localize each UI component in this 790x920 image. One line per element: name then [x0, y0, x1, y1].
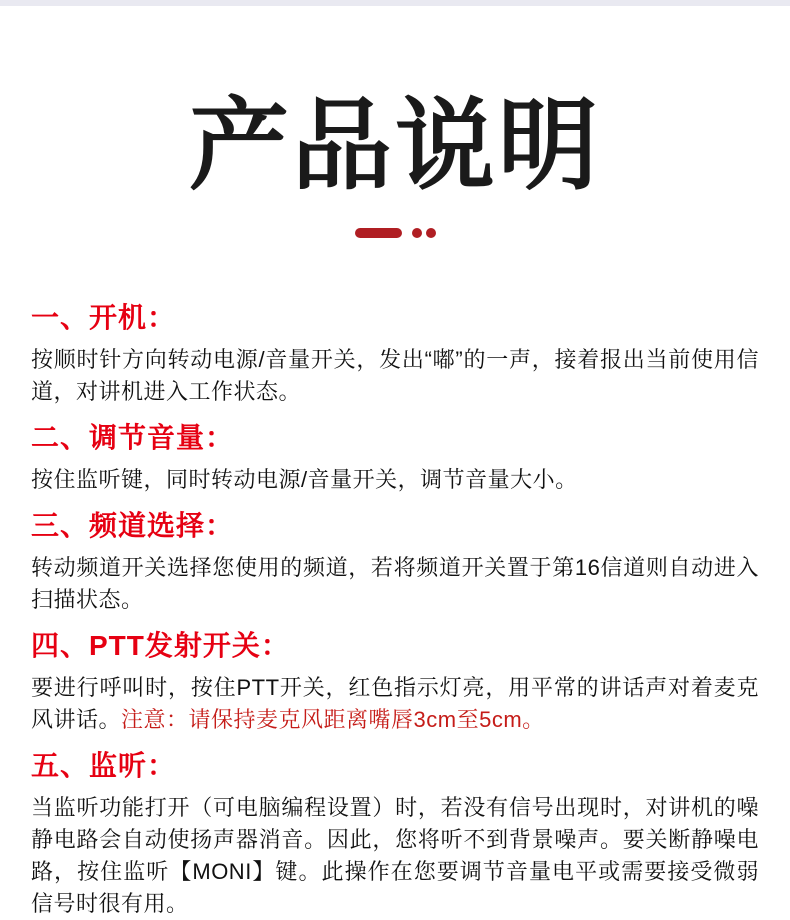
- body-channel-select: [31, 552, 759, 616]
- body-monitor: [31, 792, 759, 920]
- warning-note: 注意：请保持麦克风距离嘴唇3cm至5cm。: [121, 707, 545, 732]
- section-channel-select: [31, 510, 759, 616]
- heading-ptt-switch: 四、PTT发射开关：: [31, 630, 290, 661]
- body-text: 转动频道开关选择您使用的频道，若将频道开关置于第16信道则自动进入扫描状态。: [31, 555, 759, 612]
- heading-power-on: 一、开机：: [31, 302, 177, 333]
- body-text: 按顺时针方向转动电源/音量开关，发出“嘟”的一声，接着报出当前使用信道，对讲机进入工作状态。: [31, 347, 759, 404]
- heading-channel-select: 三、频道选择：: [31, 510, 235, 541]
- divider-dash: [355, 228, 402, 238]
- title-divider: [0, 228, 790, 238]
- section-ptt-switch: [31, 630, 759, 736]
- body-power-on: [31, 344, 759, 408]
- section-power-on: [31, 302, 759, 408]
- product-instructions: [0, 302, 790, 920]
- body-text: 按住监听键，同时转动电源/音量开关，调节音量大小。: [31, 467, 578, 492]
- body-volume: [31, 464, 759, 496]
- heading-monitor: 五、监听：: [31, 750, 177, 781]
- heading-volume: 二、调节音量：: [31, 422, 235, 453]
- top-strip: [0, 0, 790, 6]
- body-text: 当监听功能打开（可电脑编程设置）时，若没有信号出现时，对讲机的噪静电路会自动使扬声器消音。因此，您将听不到背景噪声。要关断静噪电路，按住监听【MONI】键。此操作在您要调节音量电平或需要接受微弱信号时很有用。: [31, 795, 759, 916]
- section-volume: [31, 422, 759, 496]
- divider-dot-2: [426, 228, 436, 238]
- divider-dot-1: [412, 228, 422, 238]
- body-ptt-switch: [31, 672, 759, 736]
- body-text: 要进行呼叫时，按住PTT开关，红色指示灯亮，用平常的讲话声对着麦克风讲话。: [31, 675, 759, 732]
- page-title: 产品说明: [189, 90, 601, 202]
- section-monitor: [31, 750, 759, 920]
